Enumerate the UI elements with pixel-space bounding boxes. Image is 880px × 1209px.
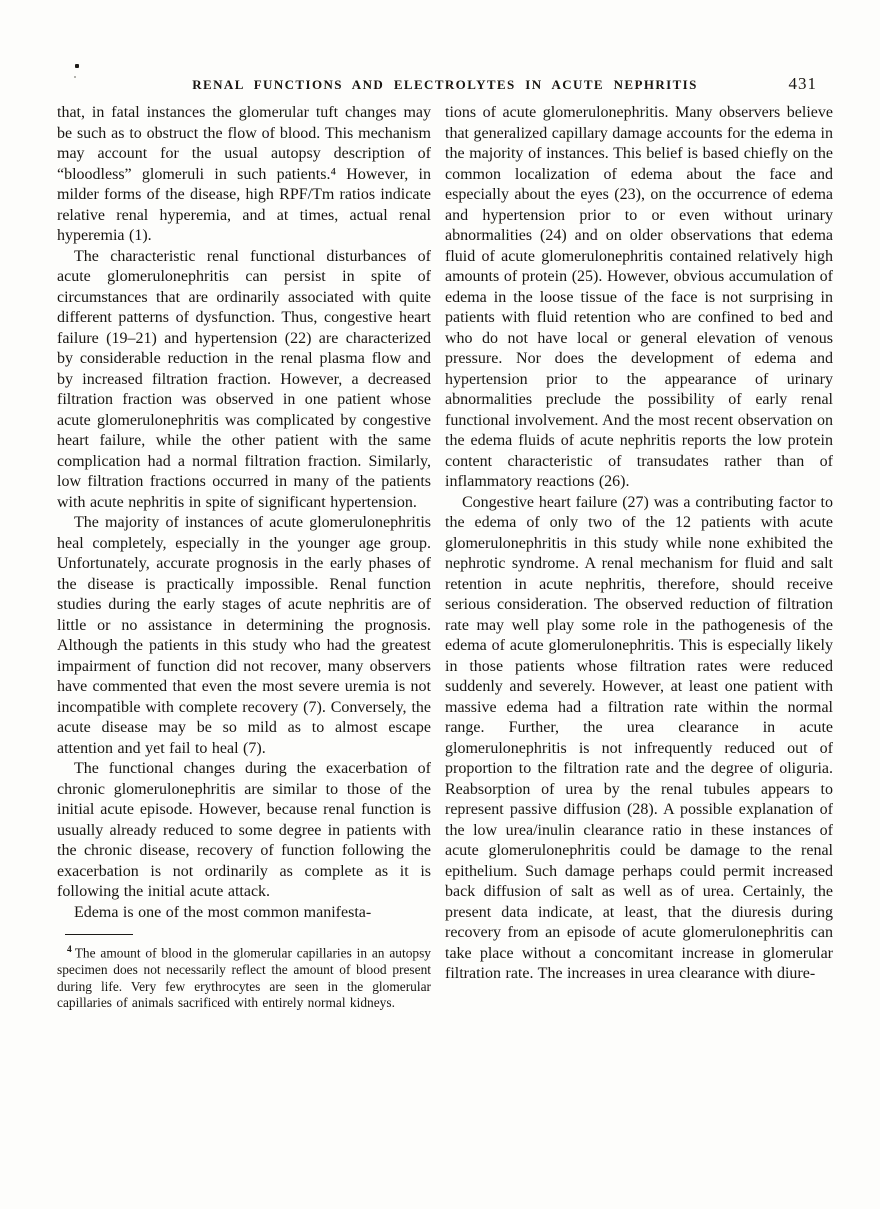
right-column <box>445 103 833 1012</box>
paragraph: The functional changes during the exacerbation of chronic glomerulonephritis are similar to those of the initial acute episode. However, because renal function is usually already reduced to some degree in patients with the chronic disease, recovery of function following the exacerbation is not ordinarily as complete as it is following the initial acute attack. <box>57 760 431 900</box>
page-number: 431 <box>788 74 817 93</box>
paragraph: The majority of instances of acute glomerulonephritis heal completely, especially in the younger age group. Unfortunately, accurate prognosis in the early phases of the disease is practically impossible. Renal function studies during the early stages of acute nephritis are of little or no assistance in determining the prognosis. Although the patients in this study who had the greatest impairment of function did not recover, many observers have commented that even the most severe uremia is not incompatible with complete recovery (7). Conversely, the acute disease may be so mild as to almost escape attention and yet fail to heal (7). <box>57 514 431 757</box>
running-title: RENAL FUNCTIONS AND ELECTROLYTES IN ACUTE NEPHRITIS <box>192 77 698 92</box>
footnote-marker: 4 <box>67 945 72 955</box>
paragraph: Edema is one of the most common manifesta- <box>74 903 372 921</box>
scan-artifact-dot <box>75 64 79 68</box>
two-column-body <box>57 103 833 1012</box>
footnote <box>57 934 431 1012</box>
paragraph: The characteristic renal functional disturbances of acute glomerulonephritis can persist in spite of circumstances that are ordinarily associated with quite different patterns of dysfunction. Thus, congestive heart failure (19–21) and hypertension (22) are characterized by considerable reduction in the renal plasma flow and by increased filtration fraction. However, a decreased filtration fraction was observed in one patient whose acute glomerulonephritis was complicated by congestive heart failure, while the other patient with the same complication had a normal filtration fraction. Similarly, low filtration fractions occurred in many of the patients with acute nephritis in spite of significant hypertension. <box>57 247 431 511</box>
left-column <box>57 103 431 1012</box>
footnote-body: The amount of blood in the glomerular capillaries in an autopsy specimen does not necessarily reflect the amount of blood present during life. Very few erythrocytes are seen in the glomerular capillaries of animals sacrificed with entirely normal kidneys. <box>57 945 431 1011</box>
paragraph-continuation: tions of acute glomerulonephritis. Many observers believe that generalized capillary damage accounts for the edema in the majority of instances. This belief is based chiefly on the common localization of edema about the face and especially about the eyes (23), on the occurrence of edema and hypertension prior to or even without urinary abnormalities (24) and on older observations that edema fluid of acute glomerulonephritis contained relatively high amounts of protein (25). However, obvious accumulation of edema in the loose tissue of the face is not surprising in patients with fluid retention who are confined to bed and who do not have local or general elevation of venous pressure. Nor does the development of edema and hypertension prior to the appearance of urinary abnormalities preclude the possibility of early renal functional involvement. And the most recent observation on the edema fluids of acute nephritis reports the low protein content characteristic of transudates rather than of inflammatory reactions (26). <box>445 104 833 490</box>
page-header <box>57 74 833 97</box>
footnote-text <box>57 942 431 1012</box>
paragraph-continuation: that, in fatal instances the glomerular tuft changes may be such as to obstruct the flow of blood. This mechanism may account for the usual autopsy description of “bloodless” glomeruli in such patients.⁴ However, in milder forms of the disease, high RPF/Tm ratios indicate relative renal hyperemia, and at times, actual renal hyperemia (1). <box>57 104 431 244</box>
footnote-rule <box>65 934 133 935</box>
paragraph: Congestive heart failure (27) was a contributing factor to the edema of only two of the 12 patients with acute glomerulonephritis in this study while none exhibited the nephrotic syndrome. A renal mechanism for fluid and salt retention in acute nephritis, therefore, should receive serious consideration. The observed reduction of filtration rate may well play some role in the pathogenesis of the edema of acute glomerulonephritis. This is especially likely in those patients whose filtration rates were reduced suddenly and severely. However, at least one patient with massive edema had a filtration rate within the normal range. Further, the urea clearance in acute glomerulonephritis is not infrequently reduced out of proportion to the filtration rate and the degree of oliguria. Reabsorption of urea by the renal tubules appears to represent passive diffusion (28). A possible explanation of the low urea/inulin clearance ratio in these instances of acute glomerulonephritis could be damage to the renal epithelium. Such damage perhaps could permit increased back diffusion of salt as well as of urea. Certainly, the present data indicate, at least, that the diuresis during recovery from an episode of acute glomerulonephritis can take place without a concomitant increase in glomerular filtration rate. The increases in urea clearance with diure- <box>445 493 833 982</box>
